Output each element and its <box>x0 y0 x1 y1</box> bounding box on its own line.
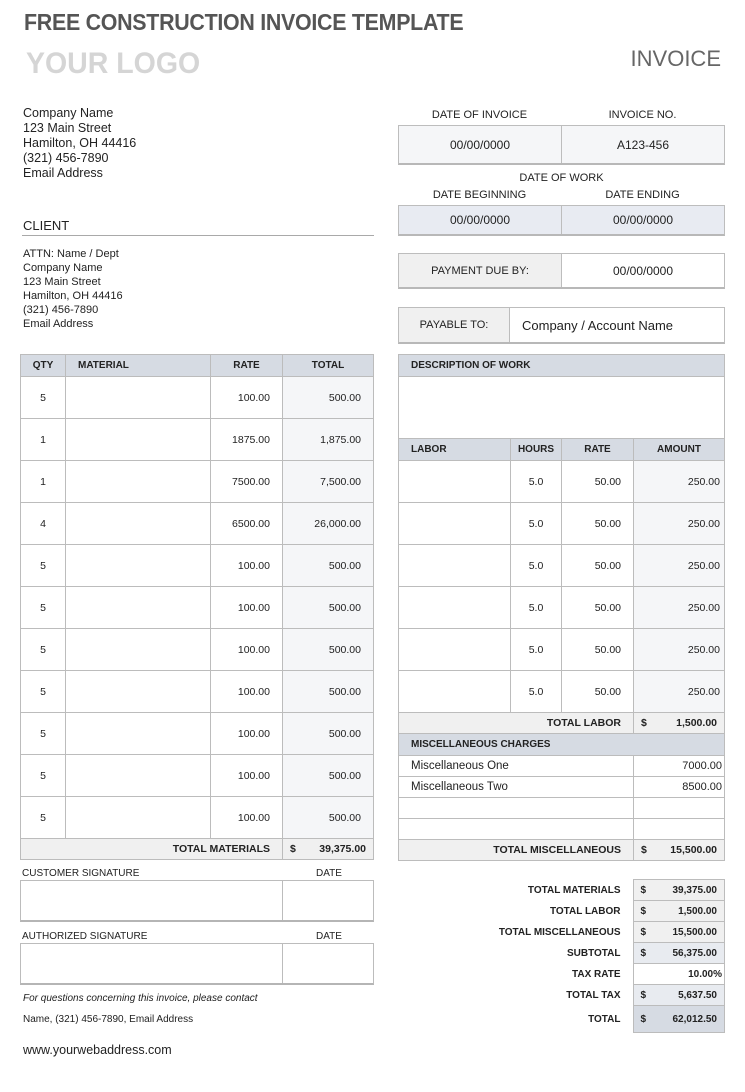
misc-desc-cell[interactable]: Miscellaneous Two <box>399 777 634 798</box>
material-cell[interactable] <box>66 461 211 503</box>
total-cell: 500.00 <box>283 629 374 671</box>
rate-cell[interactable]: 100.00 <box>211 671 283 713</box>
material-cell[interactable] <box>66 377 211 419</box>
material-cell[interactable] <box>66 545 211 587</box>
misc-desc-cell[interactable] <box>399 819 634 840</box>
rate-cell[interactable]: 6500.00 <box>211 503 283 545</box>
amount-cell: 250.00 <box>634 545 725 587</box>
authorized-date-field[interactable] <box>283 944 373 983</box>
customer-date-field[interactable] <box>283 881 373 920</box>
amount-cell: 250.00 <box>634 629 725 671</box>
date-beginning-label: DATE BEGINNING <box>432 189 527 201</box>
qty-cell[interactable]: 5 <box>21 377 66 419</box>
rate-cell[interactable]: 100.00 <box>211 587 283 629</box>
material-cell[interactable] <box>66 671 211 713</box>
labor-header: LABOR <box>399 439 511 461</box>
amount-cell: 250.00 <box>634 461 725 503</box>
description-field[interactable] <box>399 377 725 439</box>
total-cell: 500.00 <box>283 755 374 797</box>
page-title: FREE CONSTRUCTION INVOICE TEMPLATE <box>24 9 464 35</box>
rate-cell[interactable]: 100.00 <box>211 755 283 797</box>
client-address <box>23 247 123 331</box>
customer-signature-label: CUSTOMER SIGNATURE <box>22 868 140 879</box>
hours-cell[interactable]: 5.0 <box>511 545 562 587</box>
summary-row: TAX RATE 10.00% <box>480 964 725 985</box>
authorized-signature-field[interactable] <box>21 944 283 983</box>
misc-desc-cell[interactable] <box>399 798 634 819</box>
payment-due-box <box>398 253 725 289</box>
table-row <box>399 671 725 713</box>
rate-cell[interactable]: 100.00 <box>211 377 283 419</box>
amount-header: AMOUNT <box>634 439 725 461</box>
date-beginning-field[interactable]: 00/00/0000 <box>399 206 562 234</box>
website-link[interactable]: www.yourwebaddress.com <box>23 1043 172 1057</box>
payable-to-field[interactable]: Company / Account Name <box>522 317 674 333</box>
date-ending-field[interactable]: 00/00/0000 <box>612 213 674 227</box>
qty-cell[interactable]: 1 <box>21 419 66 461</box>
material-cell[interactable] <box>66 503 211 545</box>
total-materials-label: TOTAL MATERIALS <box>21 839 283 860</box>
table-row <box>399 629 725 671</box>
table-row <box>21 713 374 755</box>
misc-amount-cell[interactable] <box>634 819 725 840</box>
total-header: TOTAL <box>283 355 374 377</box>
material-cell[interactable] <box>66 797 211 839</box>
invoice-heading: INVOICE <box>630 46 721 71</box>
hours-cell[interactable]: 5.0 <box>511 461 562 503</box>
rate-cell[interactable]: 100.00 <box>211 545 283 587</box>
logo-placeholder: YOUR LOGO <box>26 47 201 80</box>
table-row <box>21 797 374 839</box>
work-table <box>398 354 725 861</box>
client-email: Email Address <box>23 318 94 330</box>
table-row <box>399 503 725 545</box>
rate-header: RATE <box>211 355 283 377</box>
authorized-signature-box <box>20 943 374 985</box>
labor-cell[interactable] <box>399 587 511 629</box>
table-row <box>21 461 374 503</box>
grand-total: $ 62,012.50 <box>633 1006 725 1033</box>
currency-symbol: $ <box>641 844 647 856</box>
hours-cell[interactable]: 5.0 <box>511 503 562 545</box>
client-heading: CLIENT <box>23 218 70 233</box>
rate-cell[interactable]: 7500.00 <box>211 461 283 503</box>
misc-amount-cell[interactable]: 7000.00 <box>634 756 725 777</box>
description-header: DESCRIPTION OF WORK <box>399 355 725 377</box>
summary-row: TOTAL $ 62,012.50 <box>480 1006 725 1033</box>
qty-cell[interactable]: 5 <box>21 545 66 587</box>
total-cell: 26,000.00 <box>283 503 374 545</box>
amount-cell: 250.00 <box>634 671 725 713</box>
total-cell: 500.00 <box>283 545 374 587</box>
tax-rate-field[interactable]: 10.00% <box>633 964 725 985</box>
payable-to-label: PAYABLE TO: <box>399 308 510 342</box>
material-header: MATERIAL <box>66 355 211 377</box>
qty-cell[interactable]: 5 <box>21 587 66 629</box>
client-company: Company Name <box>23 262 103 274</box>
table-row <box>21 755 374 797</box>
customer-signature-box <box>20 880 374 922</box>
amount-cell: 250.00 <box>634 503 725 545</box>
table-row <box>399 798 725 819</box>
date-of-invoice-field[interactable]: 00/00/0000 <box>399 126 562 163</box>
total-cell: 7,500.00 <box>283 461 374 503</box>
contact-note: For questions concerning this invoice, please contact <box>23 993 258 1004</box>
qty-cell[interactable]: 5 <box>21 797 66 839</box>
company-name: Company Name <box>23 106 114 120</box>
material-cell[interactable] <box>66 629 211 671</box>
table-row <box>21 629 374 671</box>
labor-rate-cell[interactable]: 50.00 <box>562 671 634 713</box>
total-cell: 500.00 <box>283 587 374 629</box>
amount-cell: 250.00 <box>634 587 725 629</box>
labor-rate-cell[interactable]: 50.00 <box>562 461 634 503</box>
client-street: 123 Main Street <box>23 276 101 288</box>
customer-signature-field[interactable] <box>21 881 283 920</box>
misc-amount-cell[interactable] <box>634 798 725 819</box>
customer-date-label: DATE <box>316 868 342 879</box>
labor-rate-cell[interactable]: 50.00 <box>562 629 634 671</box>
qty-cell[interactable]: 5 <box>21 671 66 713</box>
labor-rate-cell[interactable]: 50.00 <box>562 587 634 629</box>
company-phone: (321) 456-7890 <box>23 151 109 165</box>
date-of-work-label: DATE OF WORK <box>519 172 604 184</box>
client-phone: (321) 456-7890 <box>23 304 99 316</box>
authorized-date-label: DATE <box>316 931 342 942</box>
payable-to-box <box>398 307 725 344</box>
total-labor-label: TOTAL LABOR <box>399 713 634 734</box>
contact-info: Name, (321) 456-7890, Email Address <box>23 1014 194 1025</box>
labor-rate-cell[interactable]: 50.00 <box>562 545 634 587</box>
table-row <box>21 545 374 587</box>
summary-row: TOTAL MISCELLANEOUS $ 15,500.00 <box>480 922 725 943</box>
client-divider <box>22 235 374 236</box>
client-attn: ATTN: Name / Dept <box>23 248 119 260</box>
authorized-signature-label: AUTHORIZED SIGNATURE <box>22 931 148 942</box>
total-misc-row <box>399 840 725 861</box>
table-row <box>399 545 725 587</box>
qty-cell[interactable]: 5 <box>21 629 66 671</box>
summary-row: TOTAL TAX $ 5,637.50 <box>480 985 725 1006</box>
table-row <box>21 419 374 461</box>
material-cell[interactable] <box>66 419 211 461</box>
qty-cell[interactable]: 5 <box>21 755 66 797</box>
date-of-invoice-label: DATE OF INVOICE <box>431 109 528 121</box>
total-cell: 500.00 <box>283 797 374 839</box>
currency-symbol: $ <box>641 717 647 729</box>
table-row <box>399 587 725 629</box>
payment-due-label: PAYMENT DUE BY: <box>399 254 562 287</box>
total-labor-value: $ 1,500.00 <box>634 713 725 734</box>
hours-cell[interactable]: 5.0 <box>511 671 562 713</box>
labor-cell[interactable] <box>399 503 511 545</box>
material-cell[interactable] <box>66 587 211 629</box>
table-row <box>399 777 725 798</box>
qty-cell[interactable]: 4 <box>21 503 66 545</box>
qty-cell[interactable]: 5 <box>21 713 66 755</box>
rate-cell[interactable]: 100.00 <box>211 629 283 671</box>
material-cell[interactable] <box>66 713 211 755</box>
invoice-no-field[interactable]: A123-456 <box>616 137 670 152</box>
table-row <box>21 503 374 545</box>
table-row <box>399 819 725 840</box>
total-materials-value: $ 39,375.00 <box>283 839 374 860</box>
total-cell: 1,875.00 <box>283 419 374 461</box>
summary-row: SUBTOTAL $ 56,375.00 <box>480 943 725 964</box>
qty-header: QTY <box>21 355 66 377</box>
total-materials-row <box>21 839 374 860</box>
total-cell: 500.00 <box>283 713 374 755</box>
summary-row: TOTAL MATERIALS $ 39,375.00 <box>480 880 725 901</box>
qty-cell[interactable]: 1 <box>21 461 66 503</box>
client-city: Hamilton, OH 44416 <box>23 290 123 302</box>
total-cell: 500.00 <box>283 671 374 713</box>
summary-table <box>480 879 725 1033</box>
date-of-work-box <box>398 205 725 236</box>
table-row <box>21 671 374 713</box>
rate-cell[interactable]: 100.00 <box>211 713 283 755</box>
labor-cell[interactable] <box>399 461 511 503</box>
labor-cell[interactable] <box>399 671 511 713</box>
hours-header: HOURS <box>511 439 562 461</box>
table-row <box>399 461 725 503</box>
currency-symbol: $ <box>290 843 296 855</box>
total-misc-label: TOTAL MISCELLANEOUS <box>399 840 634 861</box>
table-row <box>21 377 374 419</box>
labor-rate-cell[interactable]: 50.00 <box>562 503 634 545</box>
labor-cell[interactable] <box>399 629 511 671</box>
date-ending-label: DATE ENDING <box>605 189 680 201</box>
company-city: Hamilton, OH 44416 <box>23 136 137 150</box>
rate-cell[interactable]: 1875.00 <box>211 419 283 461</box>
material-cell[interactable] <box>66 755 211 797</box>
invoice-date-box <box>398 125 725 165</box>
labor-cell[interactable] <box>399 545 511 587</box>
misc-desc-cell[interactable]: Miscellaneous One <box>399 756 634 777</box>
company-email: Email Address <box>23 166 103 180</box>
materials-table <box>20 354 374 860</box>
company-address <box>23 106 136 181</box>
labor-rate-header: RATE <box>562 439 634 461</box>
invoice-no-label: INVOICE NO. <box>608 109 677 121</box>
misc-header: MISCELLANEOUS CHARGES <box>399 734 725 756</box>
company-street: 123 Main Street <box>23 121 112 135</box>
hours-cell[interactable]: 5.0 <box>511 587 562 629</box>
total-labor-row <box>399 713 725 734</box>
total-misc-value: $ 15,500.00 <box>634 840 725 861</box>
payment-due-field[interactable]: 00/00/0000 <box>612 263 674 278</box>
hours-cell[interactable]: 5.0 <box>511 629 562 671</box>
total-cell: 500.00 <box>283 377 374 419</box>
table-row <box>399 756 725 777</box>
table-row <box>21 587 374 629</box>
summary-row: TOTAL LABOR $ 1,500.00 <box>480 901 725 922</box>
rate-cell[interactable]: 100.00 <box>211 797 283 839</box>
misc-amount-cell[interactable]: 8500.00 <box>634 777 725 798</box>
